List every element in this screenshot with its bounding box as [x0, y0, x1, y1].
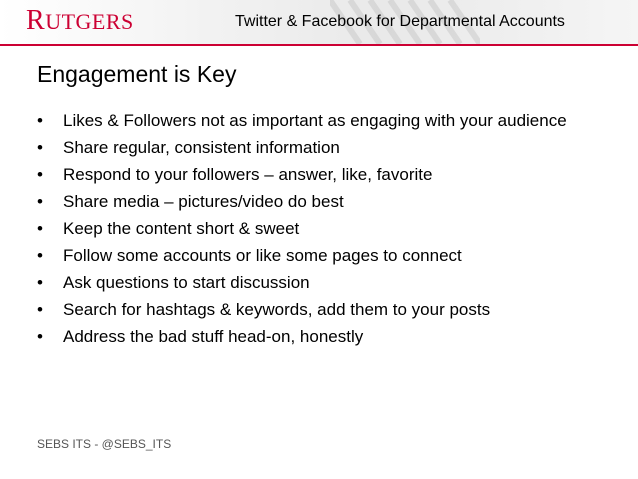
bullet-text: Search for hashtags & keywords, add them to your posts	[63, 300, 491, 319]
bullet-text: Share media – pictures/video do best	[63, 192, 344, 211]
bullet-dot: •	[37, 273, 43, 292]
bullet-dot: •	[37, 111, 43, 130]
bullet-text: Share regular, consistent information	[63, 138, 340, 157]
bullet-item	[37, 298, 597, 322]
bullet-text: Follow some accounts or like some pages to connect	[63, 246, 462, 265]
bullet-text: Likes & Followers not as important as engaging with your audience	[63, 111, 567, 130]
bullet-item	[37, 136, 597, 160]
header-title: Twitter & Facebook for Departmental Accounts	[235, 13, 565, 30]
bullet-item	[37, 325, 597, 349]
bullet-dot: •	[37, 165, 43, 184]
bullet-text: Keep the content short & sweet	[63, 219, 300, 238]
footer-text: SEBS ITS - @SEBS_ITS	[37, 437, 172, 451]
bullet-item	[37, 271, 597, 295]
bullet-text: Address the bad stuff head-on, honestly	[63, 327, 364, 346]
bullet-dot: •	[37, 327, 43, 346]
rutgers-logo: RUTGERS	[26, 5, 134, 36]
bullet-dot: •	[37, 192, 43, 211]
bullet-item	[37, 244, 597, 268]
bullet-item	[37, 163, 597, 187]
bullet-list	[37, 109, 597, 352]
bullet-dot: •	[37, 138, 43, 157]
bullet-dot: •	[37, 246, 43, 265]
bullet-text: Respond to your followers – answer, like, favorite	[63, 165, 433, 184]
bullet-item	[37, 217, 597, 241]
bullet-dot: •	[37, 300, 43, 319]
bullet-item	[37, 190, 597, 214]
bullet-dot: •	[37, 219, 43, 238]
slide-title: Engagement is Key	[37, 61, 237, 87]
bullet-item	[37, 109, 597, 133]
bullet-text: Ask questions to start discussion	[63, 273, 310, 292]
header-divider	[0, 44, 638, 46]
